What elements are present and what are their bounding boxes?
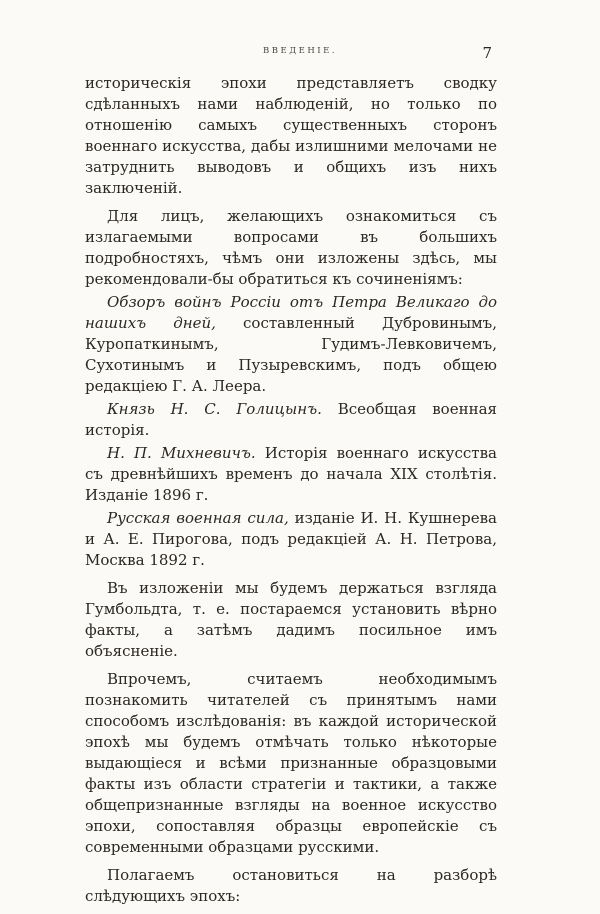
paragraph-epochs: Полагаемъ остановиться на разборѣ слѣдующихъ эпохъ: xyxy=(85,866,497,905)
paragraph-references-intro: Для лицъ, желающихъ ознакомиться съ излагаемыми вопросами въ большихъ подробностяхъ, чѣмъ они изложены здѣсь, мы рекомендовали-бы обратиться къ сочиненіямъ: xyxy=(85,207,497,288)
paragraph-approach: Впрочемъ, считаемъ необходимымъ познакомить читателей съ принятымъ нами способомъ изслѣдованія: въ каждой исторической эпохѣ мы будемъ отмѣчать только нѣкоторые выдающіеся и всѣми признанные образцовыми факты изъ области стратегіи и тактики, а также общепризнанные взгляды на военное искусство эпохи, сопоставляя образцы европейскіе съ современными образцами русскими. xyxy=(85,670,497,856)
reference-details: Исторія военнаго искусства съ древнѣйшихъ временъ до начала XIX столѣтія. Изданіе 1896 г. xyxy=(85,444,497,504)
reference-author: Н. П. Михневичъ. xyxy=(107,444,256,462)
paragraph-continuation: историческія эпохи представляетъ сводку сдѣланныхъ нами наблюденій, но только по отношенію самыхъ существенныхъ сторонъ военнаго искусства, дабы излишними мелочами не затруднить выводовъ и общихъ изъ нихъ заключеній. xyxy=(85,74,497,197)
reference-details: изданіе И. Н. Кушнерева и А. Е. Пирогова, подъ редакціей А. Н. Петрова, Москва 1892 г. xyxy=(85,509,497,569)
page-number: 7 xyxy=(482,44,492,62)
reference-details: составленный Дубровинымъ, Куропаткинымъ, Гудимъ-Левковичемъ, Сухотинымъ и Пузыревскимъ, подъ общею редакціею Г. А. Леера. xyxy=(85,314,497,395)
paragraph-method: Въ изложеніи мы будемъ держаться взгляда Гумбольдта, т. е. постараемся установить вѣрно факты, а затѣмъ дадимъ посильное имъ объясненіе. xyxy=(85,579,497,660)
reference-item-1 xyxy=(85,292,497,397)
page-header xyxy=(0,44,600,64)
running-head: ВВЕДЕНІЕ. xyxy=(263,46,337,56)
reference-item-3 xyxy=(85,443,497,506)
reference-title: Обзоръ войнъ Россіи отъ Петра Великаго до нашихъ дней, xyxy=(85,293,497,332)
reference-item-4 xyxy=(85,508,497,571)
reference-author: Князь Н. С. Голицынъ. xyxy=(107,400,322,418)
body-text xyxy=(85,73,497,914)
reference-title: Русская военная сила, xyxy=(107,509,289,527)
reference-details: Всеобщая военная исторія. xyxy=(85,400,497,439)
reference-item-2 xyxy=(85,399,497,441)
